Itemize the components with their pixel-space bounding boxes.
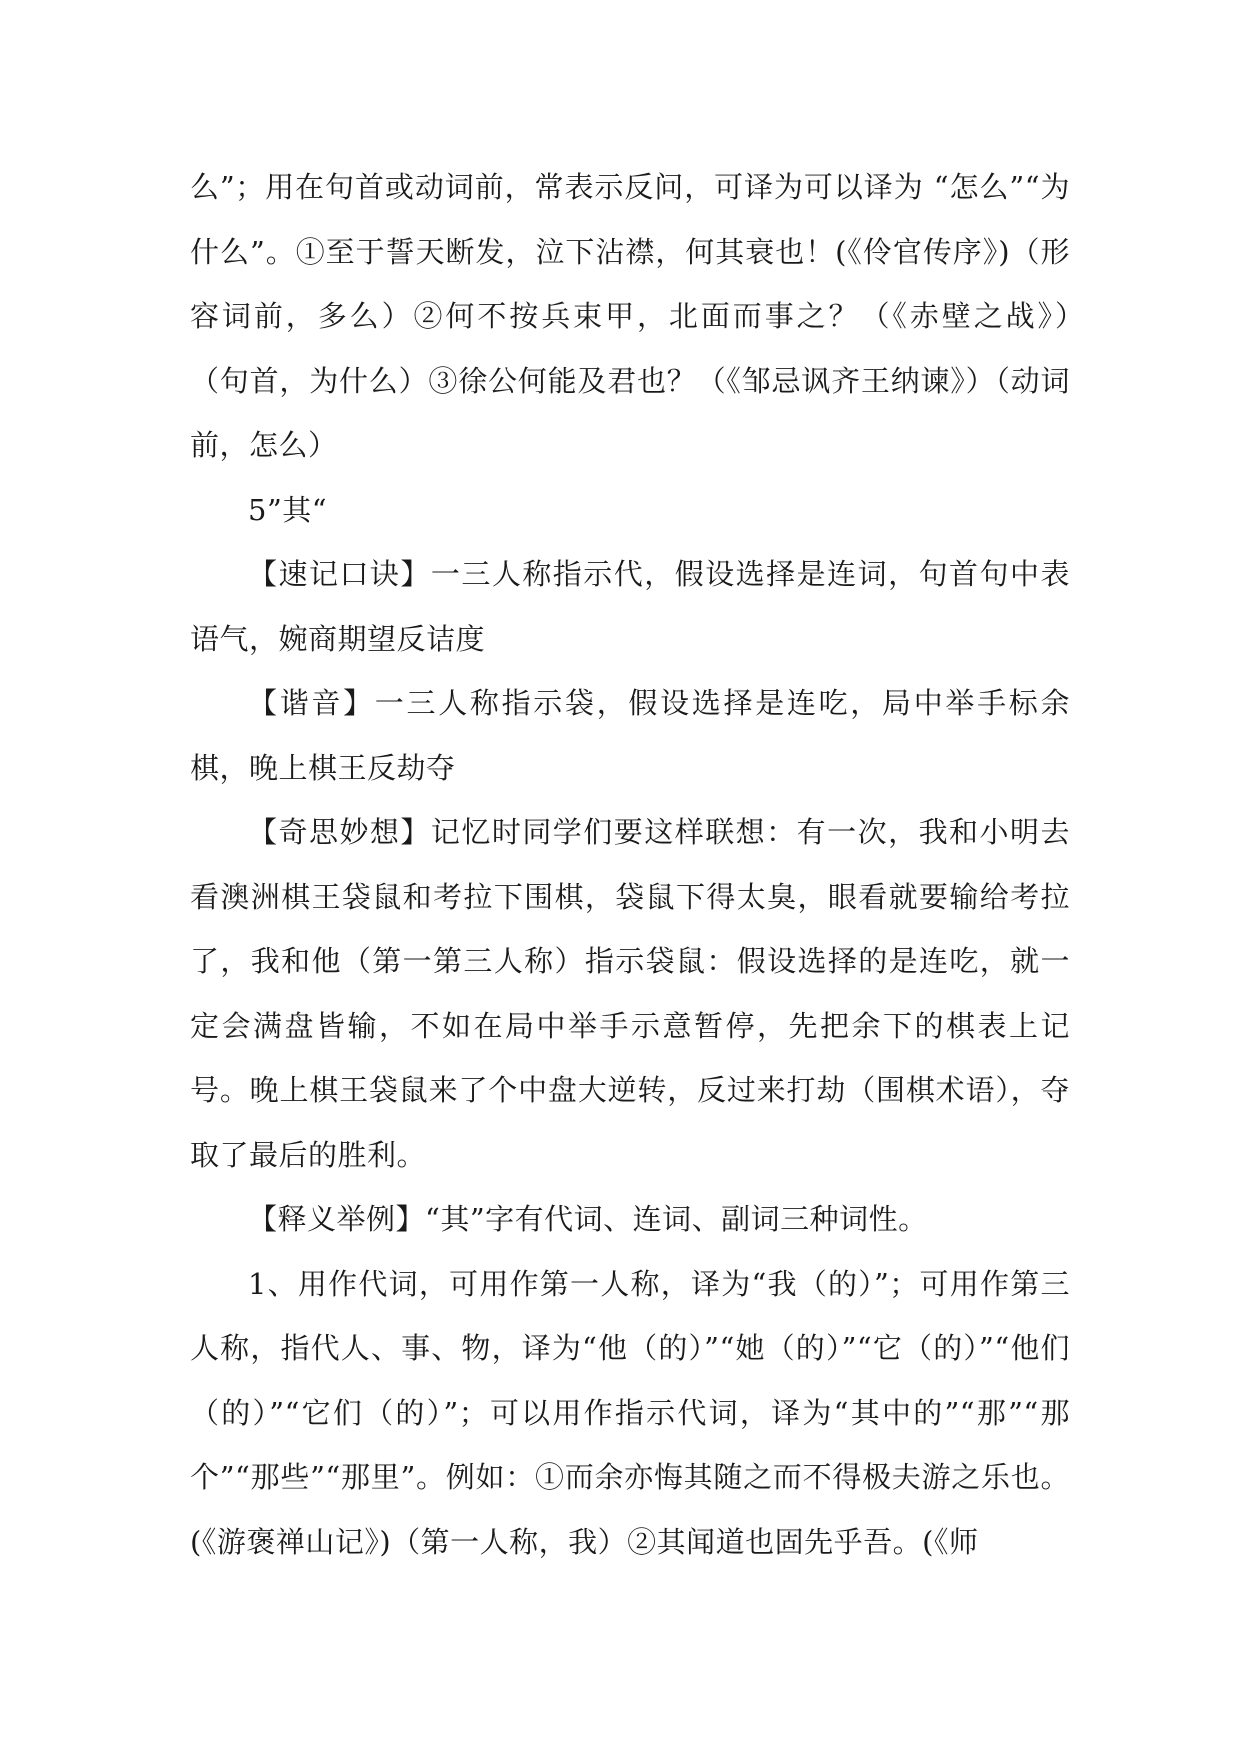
paragraph-4: 【谐音】一三人称指示袋，假设选择是连吃，局中举手标余棋，晚上棋王反劫夺: [190, 686, 1070, 785]
paragraph-1: 么”；用在句首或动词前，常表示反问，可译为可以译为 “怎么”“为什么”。①至于誓天断发，泣下沾襟，何其衰也！(《伶官传序》)（形容词前，多么）②何不按兵束甲，北面而事之？（《赤壁之战》） （句首，为什么）③徐公何能及君也？（《邹忌讽齐王纳谏》）（动词前，怎么）: [190, 170, 1100, 462]
paragraph-5: 【奇思妙想】记忆时同学们要这样联想：有一次，我和小明去看澳洲棋王袋鼠和考拉下围棋，袋鼠下得太臭，眼看就要输给考拉了，我和他（第一第三人称）指示袋鼠：假设选择的是连吃，就一定会满盘皆输，不如在局中举手示意暂停，先把余下的棋表上记号。晚上棋王袋鼠来了个中盘大逆转，反过来打劫（围棋术语），夺取了最后的胜利。: [190, 815, 1070, 1172]
paragraph-2: 5”其“: [248, 492, 328, 527]
paragraph-6: 【释义举例】“其”字有代词、连词、副词三种词性。: [248, 1202, 928, 1236]
paragraph-3: 【速记口诀】一三人称指示代，假设选择是连词，句首句中表语气，婉商期望反诘度: [190, 557, 1070, 656]
paragraph-7: 1、用作代词，可用作第一人称，译为“我（的）”；可用作第三人称，指代人、事、物，译为“他（的）”“她（的）”“它（的）”“他们（的）”“它们（的）”；可以用作指示代词，译为“其中的”“那”“那个”“那些”“那里”。例如：①而余亦悔其随之而不得极夫游之乐也。(《游褒禅山记》)（第一人称，我）②其闻道也固先乎吾。(《师: [190, 1266, 1070, 1559]
document-page: [190, 155, 1100, 1574]
